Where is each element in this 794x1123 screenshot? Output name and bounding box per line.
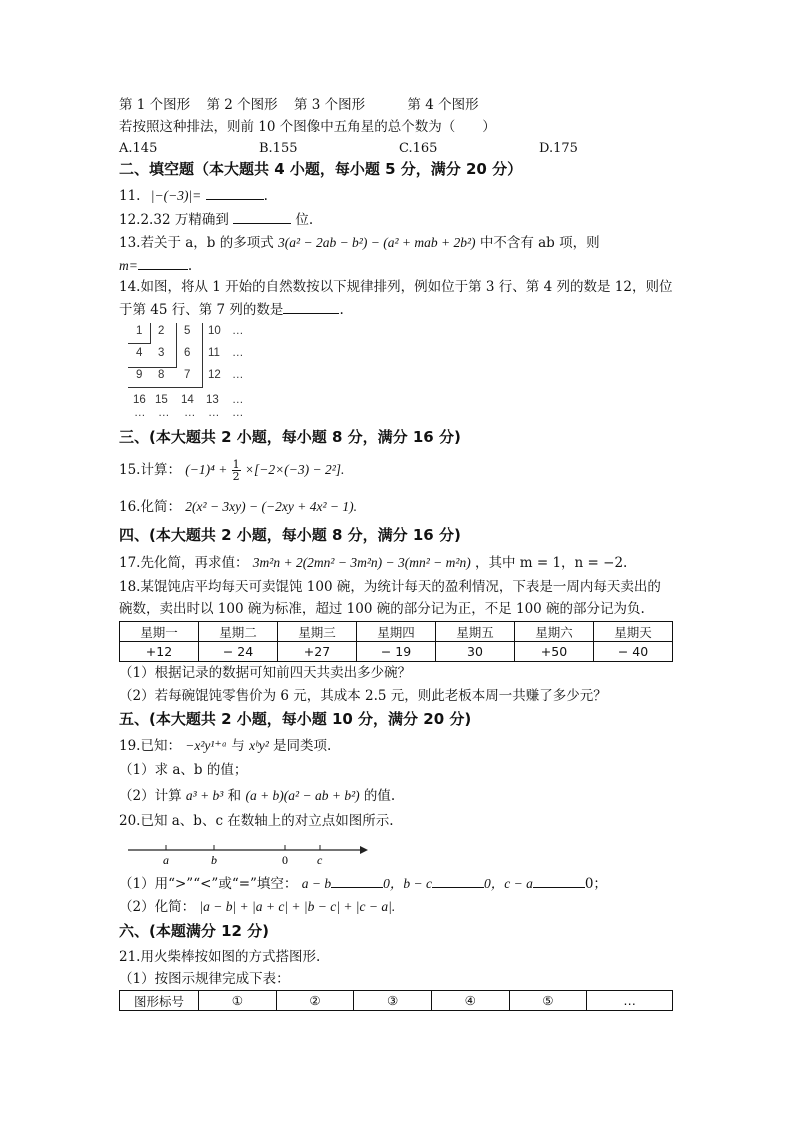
math-expression: (a + b)(a² − ab + b²) (245, 788, 360, 803)
question-text: 位. (295, 212, 314, 228)
math-expression: (−1)⁴ + (185, 462, 228, 477)
math-expression: ×[−2×(−3) − 2²]. (244, 462, 345, 477)
grid-number: 8 (158, 369, 165, 381)
grid-number: 6 (184, 347, 191, 359)
grid-number: 4 (136, 347, 143, 359)
grid-number: 14 (181, 394, 194, 406)
question-21-sub1: （1）按图示规律完成下表： (119, 971, 290, 987)
answer-blank[interactable] (206, 186, 264, 200)
grid-number: … (134, 407, 146, 419)
grid-line (176, 323, 177, 367)
fraction (232, 459, 241, 482)
grid-number: … (158, 407, 170, 419)
option-c: C.165 (399, 141, 438, 156)
question-number: 11. (119, 188, 141, 204)
math-expression: 0，b − c (383, 876, 432, 891)
answer-blank[interactable] (331, 874, 383, 888)
question-18-cont: 碗数，卖出时以 100 碗为标准，超过 100 碗的部分记为正，不足 100 碗的部分记为负. (119, 601, 645, 617)
grid-number: … (232, 394, 244, 406)
question-text: 的值. (363, 788, 396, 804)
grid-number: 12 (208, 369, 221, 381)
grid-number: 11 (208, 347, 220, 359)
question-text: 于第 45 行、第 7 列的数是 (119, 302, 284, 318)
table-header: 星期天 (594, 622, 673, 642)
math-expression: 0，c − a (483, 876, 533, 891)
table-header: 星期六 (515, 622, 594, 642)
grid-line (202, 323, 203, 387)
table-header: 星期五 (436, 622, 515, 642)
question-21: 21.用火柴棒按如图的方式搭图形. (119, 949, 321, 965)
grid-number: … (184, 407, 196, 419)
axis-arrow (360, 846, 368, 854)
grid-number: 9 (136, 369, 143, 381)
section-heading: 三、(本大题共 2 小题，每小题 8 分，满分 16 分) (119, 428, 461, 446)
question-text: ，其中 m = 1，n = −2. (474, 555, 628, 571)
number-line (128, 830, 368, 870)
option-b: B.155 (259, 141, 298, 156)
math-expression: 3(a² − 2ab − b²) − (a² + mab + 2b²) (278, 235, 476, 250)
table-cell: ① (199, 991, 277, 1011)
table-cell: − 19 (357, 642, 436, 662)
table-row (120, 642, 673, 662)
question-20-sub1 (119, 874, 607, 893)
question-text: 12.2.32 万精确到 (119, 212, 229, 228)
math-expression: −x²y¹⁺ᵃ (185, 738, 227, 753)
math-expression: |−(−3)|= (150, 188, 202, 203)
table-cell: +50 (515, 642, 594, 662)
table-header: 星期一 (120, 622, 199, 642)
answer-blank[interactable] (233, 210, 291, 224)
table-row (120, 991, 673, 1011)
grid-number: 15 (155, 394, 168, 406)
question-text: 是同类项. (273, 738, 332, 754)
answer-blank[interactable] (283, 300, 339, 314)
figure-label: 第 2 个图形 (206, 97, 278, 113)
question-text: （2）计算 (119, 788, 182, 804)
grid-number: … (232, 347, 244, 359)
math-expression: a³ + b³ (185, 788, 224, 803)
question-text: 19.已知： (119, 738, 181, 754)
math-expression: a − b (301, 876, 332, 891)
grid-line (150, 323, 151, 343)
table-header: 星期四 (357, 622, 436, 642)
question-text: 若按照这种排法，则前 10 个图像中五角星的总个数为（ ） (119, 119, 496, 135)
question-text: 15.计算： (119, 462, 181, 478)
answer-blank[interactable] (533, 874, 585, 888)
question-18-sub2: （2）若每碗馄饨零售价为 6 元，其成本 2.5 元，则此老板本周一共赚了多少元？ (119, 688, 607, 704)
grid-number: … (232, 369, 244, 381)
figure-label: 第 4 个图形 (407, 97, 479, 113)
grid-line (128, 387, 203, 388)
axis-label-c: c (317, 853, 323, 867)
math-expression: 3m²n + 2(2mn² − 3m²n) − 3(mn² − m²n) (252, 555, 471, 570)
table-cell: ③ (354, 991, 432, 1011)
figure-label: 第 3 个图形 (293, 97, 366, 113)
math-expression: 2(x² − 3xy) − (−2xy + 4x² − 1). (185, 499, 357, 514)
sales-table (119, 621, 673, 662)
answer-blank[interactable] (432, 874, 484, 888)
question-14-cont (119, 300, 344, 319)
math-expression: m= (119, 258, 138, 273)
math-expression: xᵇy² (249, 738, 269, 753)
table-cell: ⑤ (509, 991, 587, 1011)
figure-labels-row (119, 96, 479, 114)
grid-number: 2 (158, 325, 165, 337)
table-cell: − 40 (594, 642, 673, 662)
table-header: 星期二 (199, 622, 278, 642)
question-20: 20.已知 a、b、c 在数轴上的对立点如图所示. (119, 813, 394, 829)
section-heading: 六、(本题满分 12 分) (119, 922, 270, 940)
axis-label-b: b (211, 853, 217, 867)
grid-number: 5 (184, 325, 191, 337)
question-14: 14.如图，将从 1 开始的自然数按以下规律排列，例如位于第 3 行、第 4 列的数是 12，则位 (119, 279, 673, 295)
question-16 (119, 498, 357, 516)
grid-number: 1 (136, 325, 143, 337)
grid-number: 10 (208, 325, 221, 337)
question-15 (119, 458, 344, 482)
number-arrangement-figure (128, 323, 253, 418)
table-cell: +12 (120, 642, 199, 662)
question-text: 与 (231, 738, 245, 754)
question-text: 17.先化简，再求值： (119, 555, 249, 571)
question-17 (119, 554, 627, 572)
grid-number: … (208, 407, 220, 419)
question-text: 中不含有 ab 项，则 (479, 235, 600, 251)
question-13 (119, 234, 600, 252)
question-12 (119, 210, 313, 229)
denominator: 2 (232, 470, 240, 483)
section-heading: 四、(本大题共 2 小题，每小题 8 分，满分 16 分) (119, 526, 461, 544)
question-19-sub2 (119, 787, 395, 805)
table-header-row (120, 622, 673, 642)
table-header: 星期三 (278, 622, 357, 642)
grid-number: 13 (206, 394, 219, 406)
table-cell: − 24 (199, 642, 278, 662)
table-cell: 30 (436, 642, 515, 662)
grid-number: … (232, 325, 244, 337)
question-19 (119, 737, 331, 755)
axis-label-zero: 0 (282, 853, 288, 867)
question-text: 0； (584, 876, 607, 892)
grid-number: 3 (158, 347, 165, 359)
question-18-sub1: （1）根据记录的数据可知前四天共卖出多少碗？ (119, 665, 412, 681)
grid-line (128, 367, 177, 368)
question-text: 16.化简： (119, 499, 181, 515)
figure-label: 第 1 个图形 (119, 97, 191, 113)
axis-label-a: a (163, 853, 169, 867)
question-text: （1）用“>”“<”或“=”填空： (119, 876, 298, 892)
table-cell: … (587, 991, 673, 1011)
option-d: D.175 (539, 141, 578, 156)
answer-blank[interactable] (138, 256, 188, 270)
question-text: 13.若关于 a，b 的多项式 (119, 235, 274, 251)
table-header: 图形标号 (120, 991, 199, 1011)
question-text: 和 (227, 788, 242, 804)
grid-number: 7 (184, 369, 191, 381)
section-heading: 二、填空题（本大题共 4 小题，每小题 5 分，满分 20 分） (119, 160, 523, 178)
grid-number: 16 (133, 394, 146, 406)
numerator: 1 (232, 458, 240, 471)
question-19-sub1: （1）求 a、b 的值； (119, 762, 248, 778)
math-expression: |a − b| + |a + c| + |b − c| + |c − a|. (199, 899, 396, 914)
table-cell: +27 (278, 642, 357, 662)
grid-line (128, 343, 151, 344)
question-20-sub2 (119, 898, 395, 916)
question-text: （2）化简： (119, 899, 196, 915)
option-a: A.145 (119, 141, 158, 156)
question-13-cont: m= . (119, 258, 193, 274)
section-heading: 五、(本大题共 2 小题，每小题 10 分，满分 20 分) (119, 710, 472, 728)
punctuation: . (339, 302, 344, 318)
table-cell: ④ (431, 991, 509, 1011)
matchstick-table (119, 990, 673, 1011)
question-18: 18.某馄饨店平均每天可卖馄饨 100 碗，为统计每天的盈利情况，下表是一周内每天卖出的 (119, 579, 661, 595)
grid-number: … (232, 407, 244, 419)
question-11: 11. |−(−3)|= . (119, 188, 268, 204)
table-cell: ② (276, 991, 354, 1011)
